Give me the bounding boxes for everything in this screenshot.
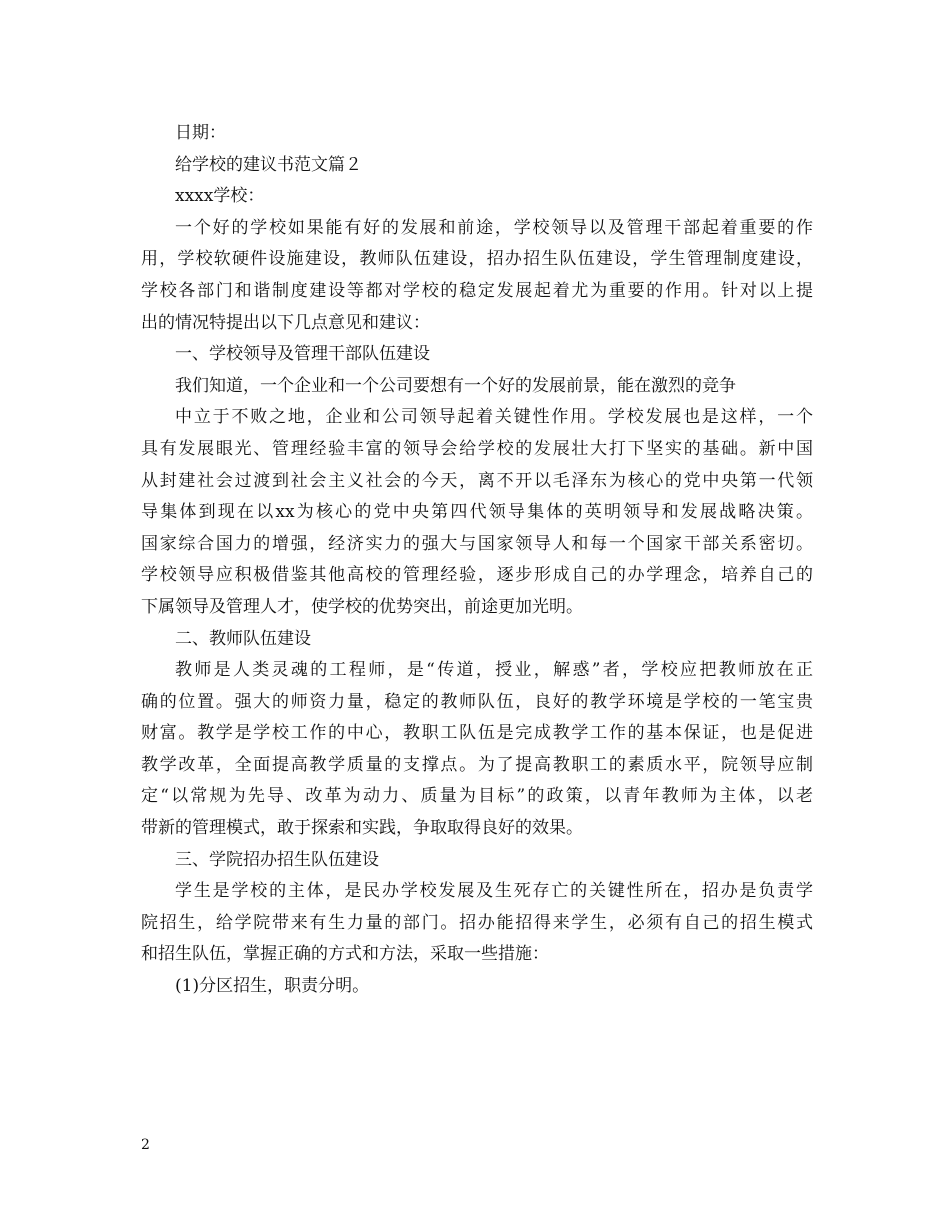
text-line: 教学改革，全面提高教学质量的支撑点。为了提高教职工的素质水平，院领导应制 <box>141 754 813 775</box>
text-line: 下属领导及管理人才，使学校的优势突出，前途更加光明。 <box>141 596 583 617</box>
text-line: (1)分区招生，职责分明。 <box>175 976 370 997</box>
text-line: 定“以常规为先导、改革为动力、质量为目标”的政策，以青年教师为主体，以老 <box>141 786 813 807</box>
document-body <box>141 118 813 1003</box>
text-line: 一、学校领导及管理干部队伍建设 <box>175 344 430 365</box>
text-line: 导集体到现在以xx为核心的党中央第四代领导集体的英明领导和发展战略决策。 <box>141 502 813 523</box>
text-line: 学校各部门和谐制度建设等都对学校的稳定发展起着尤为重要的作用。针对以上提 <box>141 280 813 301</box>
text-line: 国家综合国力的增强，经济实力的强大与国家领导人和每一个国家干部关系密切。 <box>141 533 813 554</box>
text-line: 出的情况特提出以下几点意见和建议： <box>141 312 430 333</box>
text-line: 具有发展眼光、管理经验丰富的领导会给学校的发展壮大打下坚实的基础。新中国 <box>141 438 813 459</box>
text-line: 二、教师队伍建设 <box>175 628 311 649</box>
text-line: 日期： <box>175 123 226 143</box>
text-line: 一个好的学校如果能有好的发展和前途，学校领导以及管理干部起着重要的作 <box>175 217 813 238</box>
text-line: 从封建社会过渡到社会主义社会的今天，离不开以毛泽东为核心的党中央第一代领 <box>141 470 813 491</box>
text-line: 学生是学校的主体，是民办学校发展及生死存亡的关键性所在，招办是负责学 <box>175 881 813 902</box>
text-line: 给学校的建议书范文篇２ <box>175 154 362 175</box>
text-line: 我们知道，一个企业和一个公司要想有一个好的发展前景，能在激烈的竞争 <box>175 375 736 396</box>
text-line: 学校领导应积极借鉴其他高校的管理经验，逐步形成自己的办学理念，培养自己的 <box>141 565 813 586</box>
text-line: xxxx学校： <box>175 186 265 207</box>
text-line: 确的位置。强大的师资力量，稳定的教师队伍，良好的教学环境是学校的一笔宝贵 <box>141 691 813 712</box>
text-line: 院招生，给学院带来有生力量的部门。招办能招得来学生，必须有自己的招生模式 <box>141 912 813 933</box>
text-line: 教师是人类灵魂的工程师，是“传道，授业，解惑”者，学校应把教师放在正 <box>175 660 813 681</box>
text-line: 三、学院招办招生队伍建设 <box>175 849 379 870</box>
text-line: 带新的管理模式，敢于探索和实践，争取取得良好的效果。 <box>141 818 583 839</box>
page-number: 2 <box>141 1137 150 1153</box>
text-line: 用，学校软硬件设施建设，教师队伍建设，招办招生队伍建设，学生管理制度建设， <box>141 249 813 270</box>
text-line: 财富。教学是学校工作的中心，教职工队伍是完成教学工作的基本保证，也是促进 <box>141 723 813 744</box>
text-line: 和招生队伍，掌握正确的方式和方法，采取一些措施： <box>141 944 549 965</box>
text-line: 中立于不败之地，企业和公司领导起着关键性作用。学校发展也是这样，一个 <box>175 407 813 428</box>
